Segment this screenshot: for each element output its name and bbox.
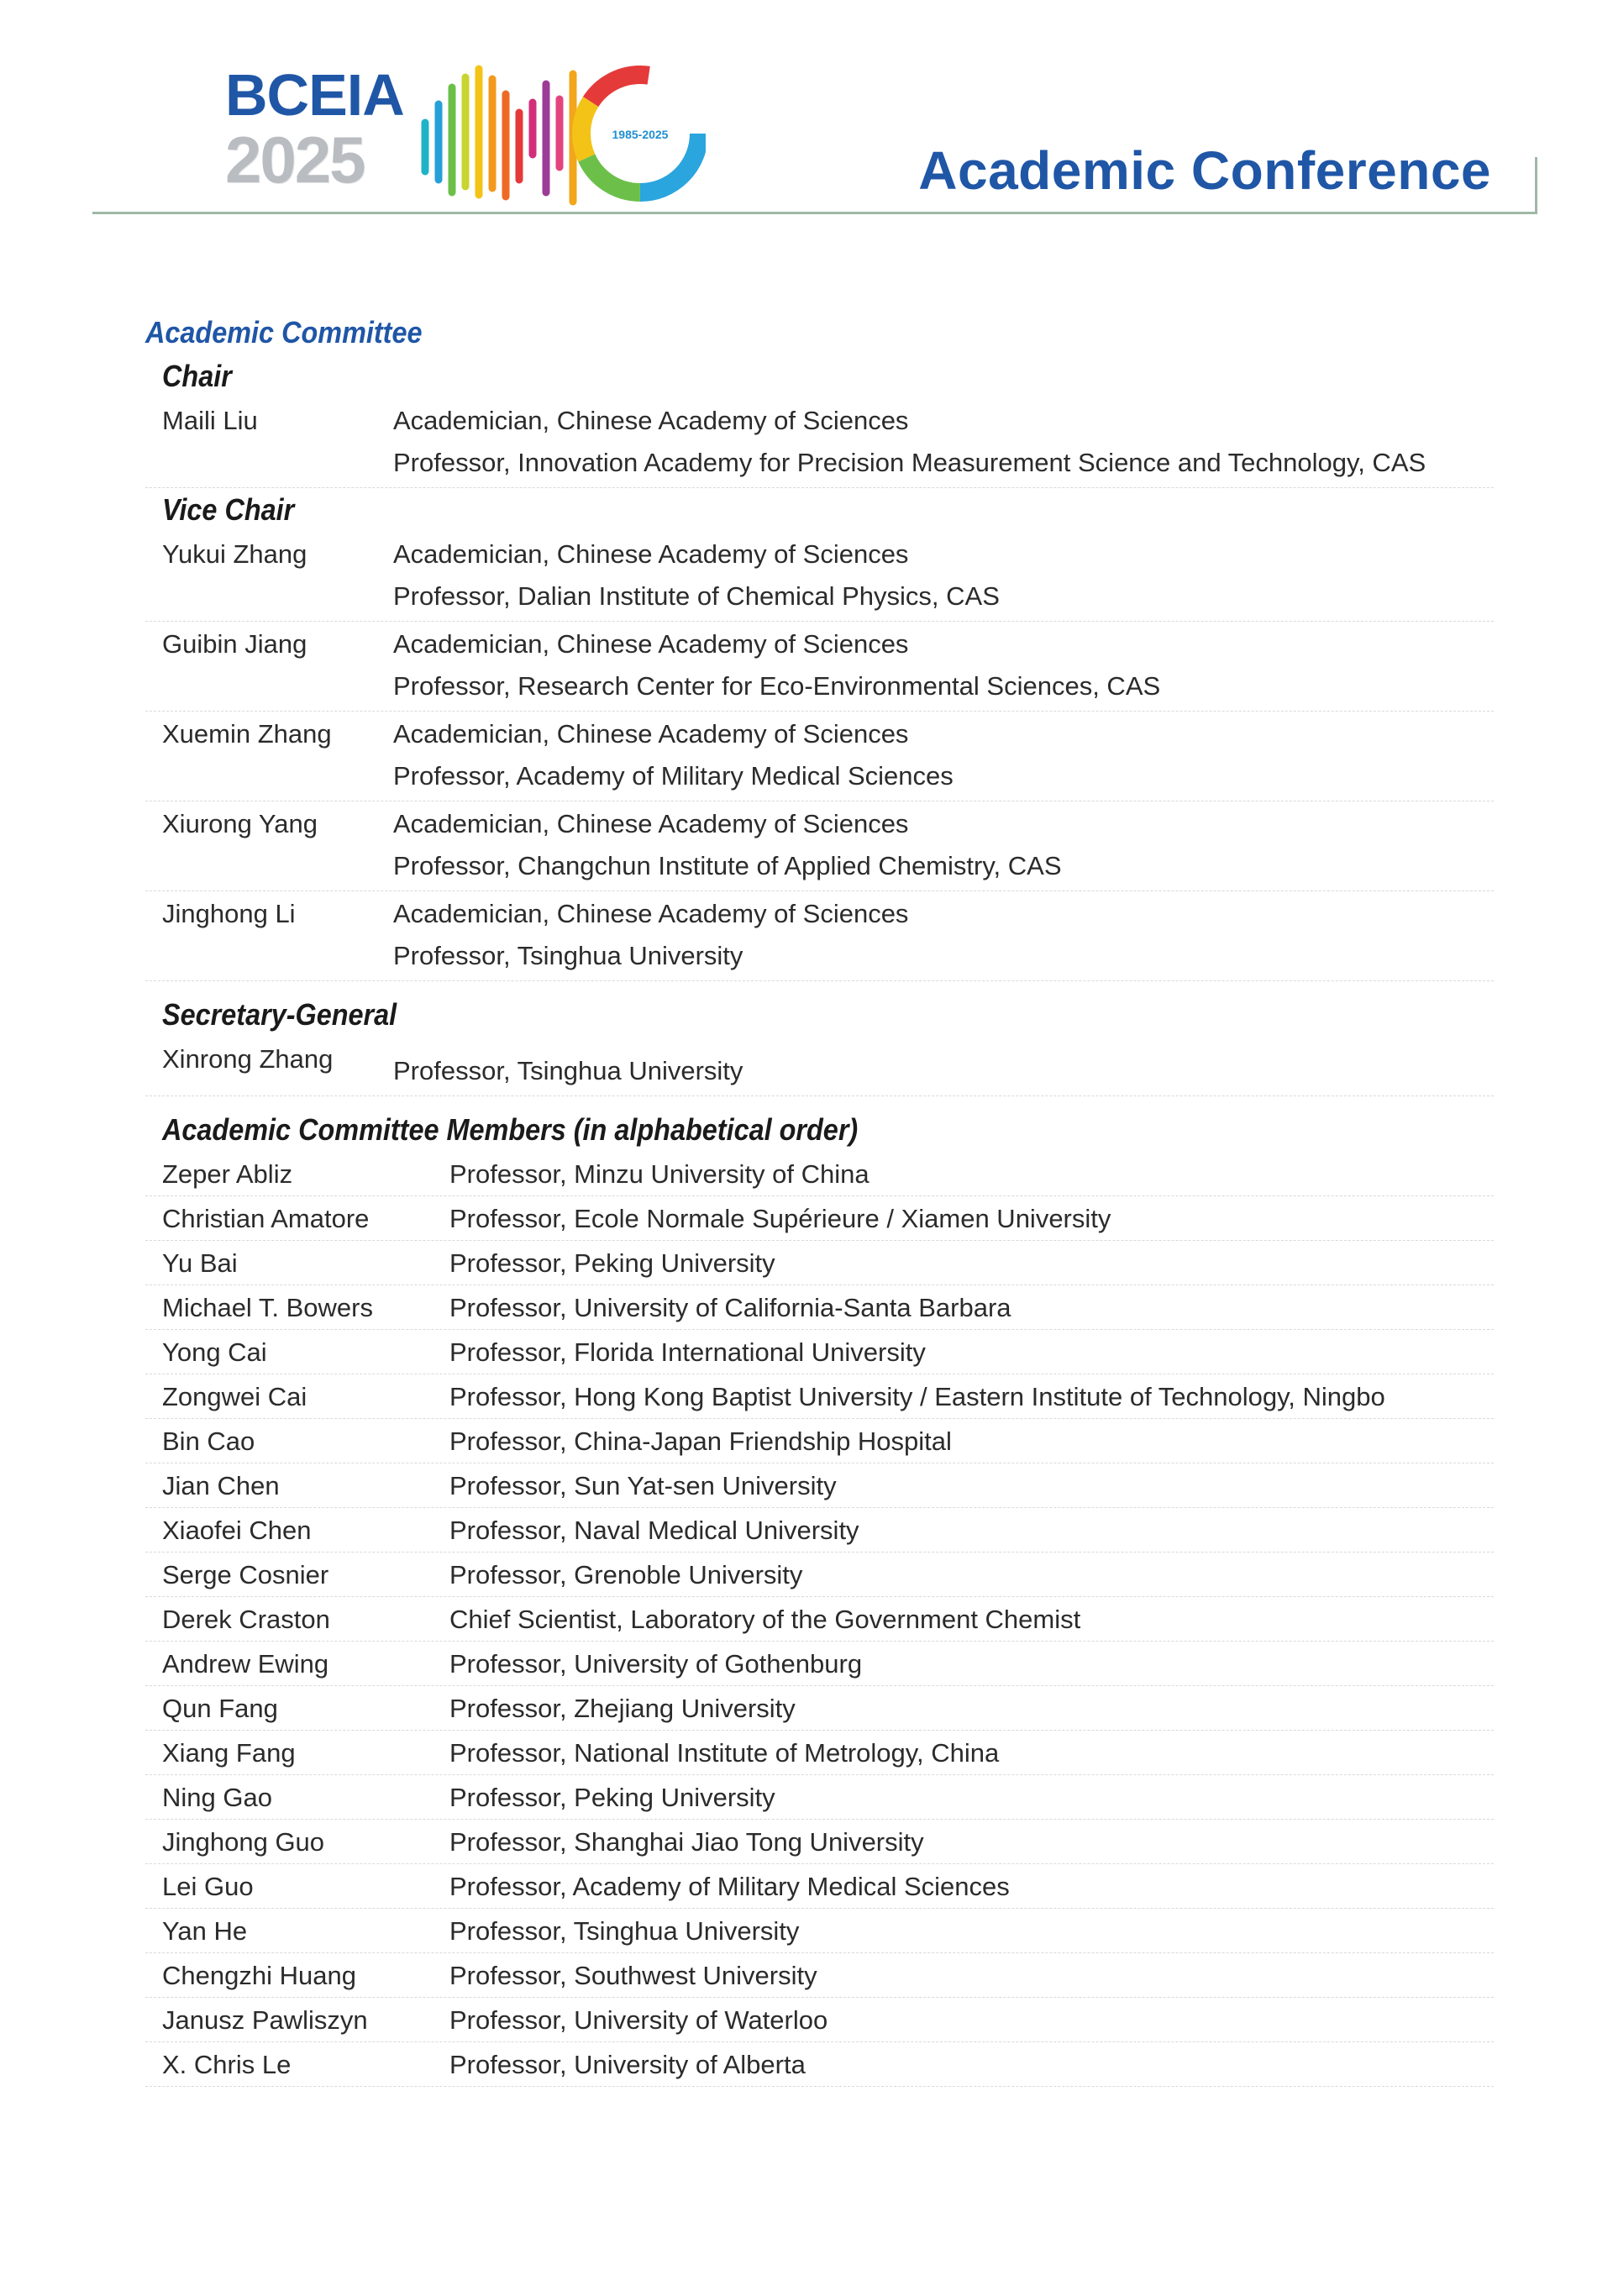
- person-name: Jinghong Li: [162, 899, 296, 928]
- member-row: [145, 1731, 1494, 1775]
- member-row: [145, 1196, 1494, 1241]
- person-role: Academician, Chinese Academy of Sciences: [393, 809, 909, 838]
- member-row: [145, 1241, 1494, 1285]
- member-name: Yong Cai: [162, 1337, 267, 1367]
- vice-chair-heading: Vice Chair: [162, 492, 295, 527]
- member-row: [145, 1285, 1494, 1330]
- member-name: Jinghong Guo: [162, 1827, 325, 1857]
- member-name: Yu Bai: [162, 1248, 238, 1278]
- vice-chair-entry: [145, 622, 1494, 712]
- member-affiliation: Professor, Southwest University: [449, 1961, 817, 1990]
- page-header: [0, 0, 1613, 218]
- person-role: Academician, Chinese Academy of Sciences: [393, 899, 909, 928]
- member-row: [145, 1463, 1494, 1508]
- member-name: Zeper Abliz: [162, 1159, 293, 1189]
- member-row: [145, 1864, 1494, 1909]
- spacer: [145, 1096, 1494, 1108]
- page-title: Academic Conference: [918, 140, 1491, 201]
- member-affiliation: Professor, Tsinghua University: [449, 1916, 800, 1946]
- person-name: Guibin Jiang: [162, 629, 307, 659]
- member-affiliation: Professor, Academy of Military Medical Sciences: [449, 1872, 1010, 1901]
- member-row: [145, 1909, 1494, 1953]
- member-affiliation: Professor, Shanghai Jiao Tong University: [449, 1827, 924, 1857]
- person-role: Professor, Changchun Institute of Applied Chemistry, CAS: [393, 851, 1062, 880]
- member-name: Lei Guo: [162, 1872, 254, 1901]
- header-divider-tick: [1535, 157, 1537, 214]
- member-affiliation: Professor, Peking University: [449, 1783, 775, 1812]
- member-name: Serge Cosnier: [162, 1560, 329, 1589]
- member-row: [145, 1597, 1494, 1642]
- member-affiliation: Professor, Sun Yat-sen University: [449, 1471, 837, 1500]
- barcode-rainbow-icon: [420, 54, 706, 213]
- vice-chair-entry: [145, 891, 1494, 981]
- person-role: Academician, Chinese Academy of Sciences: [393, 629, 909, 659]
- member-row: [145, 1998, 1494, 2042]
- section-title: Academic Committee: [145, 315, 423, 349]
- member-name: Yan He: [162, 1916, 248, 1946]
- member-name: Chengzhi Huang: [162, 1961, 356, 1990]
- person-name: Xuemin Zhang: [162, 719, 332, 749]
- member-name: Jian Chen: [162, 1471, 280, 1500]
- member-affiliation: Professor, Hong Kong Baptist University / Eastern Institute of Technology, Ningbo: [449, 1382, 1385, 1411]
- member-name: Xiang Fang: [162, 1738, 296, 1768]
- member-row: [145, 1508, 1494, 1553]
- members-heading: Academic Committee Members (in alphabetical order): [162, 1112, 859, 1147]
- spacer: [145, 981, 1494, 993]
- committee-listing: [145, 311, 1494, 2087]
- member-affiliation: Professor, Minzu University of China: [449, 1159, 870, 1189]
- person-role: Academician, Chinese Academy of Sciences: [393, 539, 909, 569]
- person-role: Academician, Chinese Academy of Sciences: [393, 719, 909, 749]
- person-role: Professor, Innovation Academy for Precision Measurement Science and Technology, CAS: [393, 448, 1426, 477]
- member-row: [145, 1374, 1494, 1419]
- person-name: Xinrong Zhang: [162, 1044, 334, 1074]
- chair-heading: Chair: [162, 359, 232, 393]
- person-role: Academician, Chinese Academy of Sciences: [393, 406, 909, 435]
- member-name: Xiaofei Chen: [162, 1516, 312, 1545]
- member-affiliation: Professor, National Institute of Metrology, China: [449, 1738, 1000, 1768]
- person-role: Professor, Academy of Military Medical Sciences: [393, 761, 954, 791]
- member-row: [145, 1419, 1494, 1463]
- member-name: Bin Cao: [162, 1426, 255, 1456]
- member-row: [145, 1953, 1494, 1998]
- anniversary-logo-graphic: [420, 54, 706, 213]
- header-divider-rule: [92, 212, 1537, 214]
- person-role: Professor, Dalian Institute of Chemical Physics, CAS: [393, 581, 1000, 611]
- member-affiliation: Professor, University of Alberta: [449, 2050, 806, 2079]
- member-affiliation: Chief Scientist, Laboratory of the Government Chemist: [449, 1605, 1081, 1634]
- member-affiliation: Professor, University of Gothenburg: [449, 1649, 863, 1679]
- logo-year-text: 2025: [225, 123, 365, 197]
- member-name: Andrew Ewing: [162, 1649, 329, 1679]
- members-list: [145, 1152, 1494, 2087]
- member-name: Ning Gao: [162, 1783, 272, 1812]
- member-row: [145, 1775, 1494, 1820]
- member-row: [145, 1152, 1494, 1196]
- member-name: Janusz Pawliszyn: [162, 2005, 368, 2035]
- member-name: Qun Fang: [162, 1694, 278, 1723]
- member-name: Zongwei Cai: [162, 1382, 307, 1411]
- member-name: Christian Amatore: [162, 1204, 370, 1233]
- member-name: X. Chris Le: [162, 2050, 292, 2079]
- logo-bceia-text: BCEIA: [225, 62, 404, 128]
- member-row: [145, 2042, 1494, 2087]
- vice-chair-entry: [145, 801, 1494, 891]
- member-row: [145, 1820, 1494, 1864]
- member-name: Michael T. Bowers: [162, 1293, 373, 1322]
- member-affiliation: Professor, Florida International University: [449, 1337, 926, 1367]
- member-row: [145, 1553, 1494, 1597]
- member-affiliation: Professor, University of California-Santa Barbara: [449, 1293, 1011, 1322]
- member-affiliation: Professor, China-Japan Friendship Hospital: [449, 1426, 952, 1456]
- member-affiliation: Professor, Grenoble University: [449, 1560, 803, 1589]
- person-name: Xiurong Yang: [162, 809, 318, 838]
- person-name: Yukui Zhang: [162, 539, 307, 569]
- vice-chair-entry: [145, 712, 1494, 801]
- member-name: Derek Craston: [162, 1605, 330, 1634]
- member-row: [145, 1642, 1494, 1686]
- member-affiliation: Professor, Peking University: [449, 1248, 775, 1278]
- member-affiliation: Professor, Zhejiang University: [449, 1694, 796, 1723]
- member-affiliation: Professor, Naval Medical University: [449, 1516, 859, 1545]
- person-role: Professor, Tsinghua University: [393, 941, 743, 970]
- person-role: Professor, Research Center for Eco-Environmental Sciences, CAS: [393, 671, 1161, 701]
- secretary-general-heading: Secretary-General: [162, 997, 397, 1032]
- member-affiliation: Professor, University of Waterloo: [449, 2005, 828, 2035]
- person-name: Maili Liu: [162, 406, 258, 435]
- bceia-logo: [225, 62, 404, 197]
- logo-years-text: 1985-2025: [612, 128, 669, 141]
- member-affiliation: Professor, Ecole Normale Supérieure / Xiamen University: [449, 1204, 1111, 1233]
- member-row: [145, 1686, 1494, 1731]
- person-role: Professor, Tsinghua University: [393, 1056, 743, 1085]
- vice-chair-entry: [145, 532, 1494, 622]
- secretary-general-entry: [145, 1037, 1494, 1096]
- chair-entry: [145, 398, 1494, 488]
- member-row: [145, 1330, 1494, 1374]
